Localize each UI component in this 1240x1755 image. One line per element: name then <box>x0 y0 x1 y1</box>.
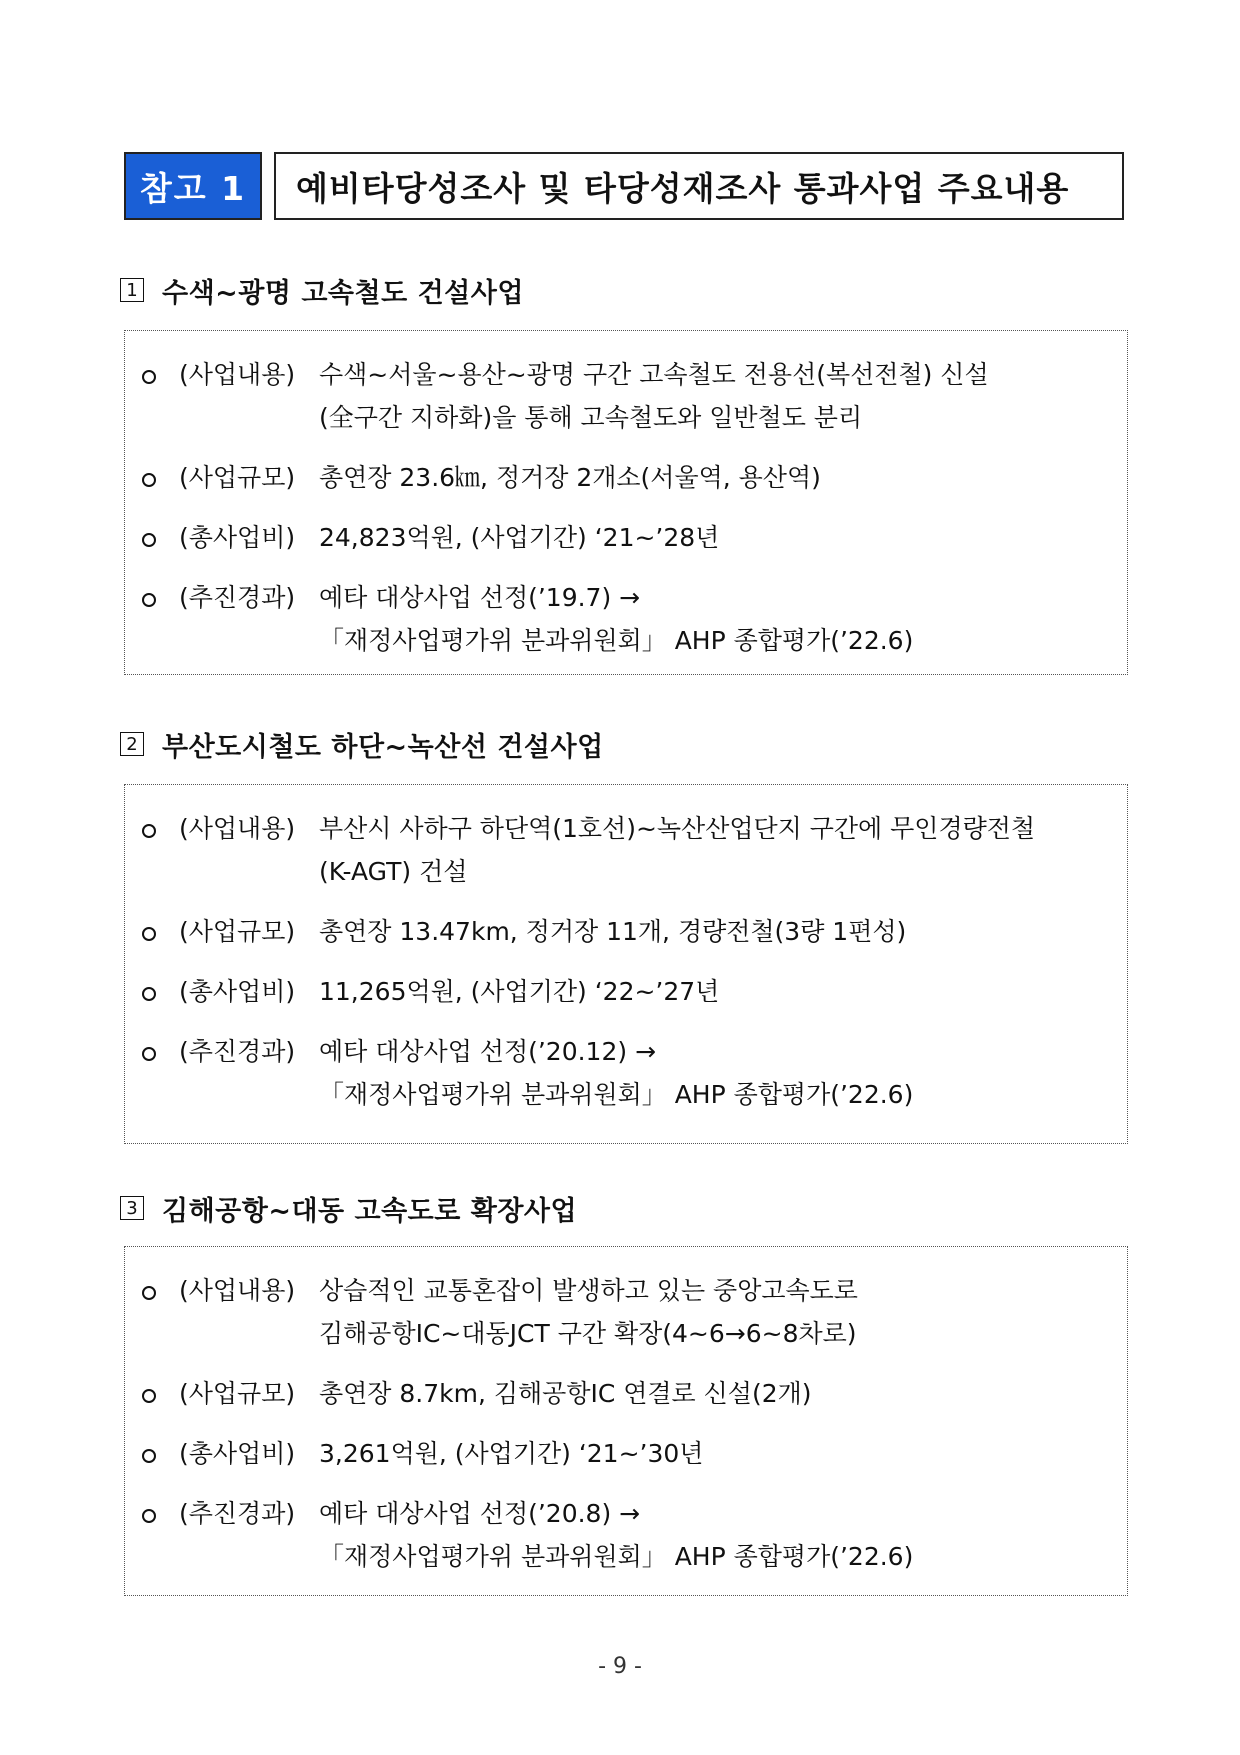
section-title: 부산도시철도 하단~녹산선 건설사업 <box>162 731 604 763</box>
section-heading <box>118 1188 1130 1228</box>
section-number: 3 <box>120 1196 144 1220</box>
circle-bullet-icon <box>142 824 156 838</box>
item-text: 총연장 8.7km, 김해공항IC 연결로 신설(2개) <box>319 1379 812 1408</box>
item-label: (사업규모) <box>179 917 296 946</box>
circle-bullet-icon <box>142 987 156 1001</box>
item-label: (추진경과) <box>179 1037 296 1066</box>
item-label: (총사업비) <box>179 977 296 1006</box>
list-item <box>125 1269 1127 1355</box>
item-text: 예타 대상사업 선정(’20.8) → <box>319 1499 641 1528</box>
item-continuation: 김해공항IC~대동JCT 구간 확장(4~6→6~8차로) <box>319 1319 857 1348</box>
circle-bullet-icon <box>142 1047 156 1061</box>
item-continuation: (K-AGT) 건설 <box>319 857 468 886</box>
section-number: 1 <box>120 278 144 302</box>
list-item <box>125 1372 1127 1415</box>
list-item <box>125 1492 1127 1578</box>
circle-bullet-icon <box>142 1286 156 1300</box>
item-text: 상습적인 교통혼잡이 발생하고 있는 중앙고속도로 <box>319 1276 858 1305</box>
item-continuation: (全구간 지하화)을 통해 고속철도와 일반철도 분리 <box>319 403 863 432</box>
list-item <box>125 970 1127 1013</box>
list-item <box>125 807 1127 893</box>
circle-bullet-icon <box>142 1389 156 1403</box>
section-2 <box>118 724 1130 1109</box>
section-content-box <box>124 784 1128 1144</box>
item-continuation: 「재정사업평가위 분과위원회」 AHP 종합평가(’22.6) <box>319 1542 914 1571</box>
item-label: (추진경과) <box>179 583 296 612</box>
item-label: (총사업비) <box>179 1439 296 1468</box>
section-3 <box>118 1188 1130 1571</box>
section-content-box <box>124 1246 1128 1596</box>
page-number: - 9 - <box>598 1654 642 1679</box>
item-text: 3,261억원, (사업기간) ‘21~’30년 <box>319 1439 704 1468</box>
item-label: (사업내용) <box>179 360 296 389</box>
list-item <box>125 576 1127 662</box>
circle-bullet-icon <box>142 593 156 607</box>
list-item <box>125 353 1127 439</box>
item-text: 총연장 23.6㎞, 정거장 2개소(서울역, 용산역) <box>319 463 821 492</box>
section-title: 수색~광명 고속철도 건설사업 <box>162 277 524 309</box>
list-item <box>125 910 1127 953</box>
list-item <box>125 1030 1127 1116</box>
circle-bullet-icon <box>142 1509 156 1523</box>
item-label: (사업규모) <box>179 463 296 492</box>
circle-bullet-icon <box>142 370 156 384</box>
item-text: 11,265억원, (사업기간) ‘22~’27년 <box>319 977 720 1006</box>
circle-bullet-icon <box>142 927 156 941</box>
list-item <box>125 456 1127 499</box>
item-continuation: 「재정사업평가위 분과위원회」 AHP 종합평가(’22.6) <box>319 626 914 655</box>
circle-bullet-icon <box>142 533 156 547</box>
item-label: (사업규모) <box>179 1379 296 1408</box>
section-content-box <box>124 330 1128 675</box>
item-text: 수색~서울~용산~광명 구간 고속철도 전용선(복선전철) 신설 <box>319 360 989 389</box>
item-text: 총연장 13.47km, 정거장 11개, 경량전철(3량 1편성) <box>319 917 907 946</box>
item-label: (사업내용) <box>179 814 296 843</box>
section-1 <box>118 270 1130 655</box>
section-heading <box>118 724 1130 764</box>
item-label: (총사업비) <box>179 523 296 552</box>
circle-bullet-icon <box>142 473 156 487</box>
section-title: 김해공항~대동 고속도로 확장사업 <box>162 1195 578 1227</box>
section-number: 2 <box>120 732 144 756</box>
list-item <box>125 516 1127 559</box>
section-heading <box>118 270 1130 310</box>
item-text: 24,823억원, (사업기간) ‘21~’28년 <box>319 523 720 552</box>
item-text: 예타 대상사업 선정(’20.12) → <box>319 1037 657 1066</box>
item-label: (사업내용) <box>179 1276 296 1305</box>
item-text: 예타 대상사업 선정(’19.7) → <box>319 583 641 612</box>
circle-bullet-icon <box>142 1449 156 1463</box>
list-item <box>125 1432 1127 1475</box>
item-continuation: 「재정사업평가위 분과위원회」 AHP 종합평가(’22.6) <box>319 1080 914 1109</box>
item-text: 부산시 사하구 하단역(1호선)~녹산산업단지 구간에 무인경량전철 <box>319 814 1036 843</box>
page-title: 예비타당성조사 및 타당성재조사 통과사업 주요내용 <box>274 152 1124 220</box>
item-label: (추진경과) <box>179 1499 296 1528</box>
reference-badge: 참고 1 <box>124 152 262 220</box>
